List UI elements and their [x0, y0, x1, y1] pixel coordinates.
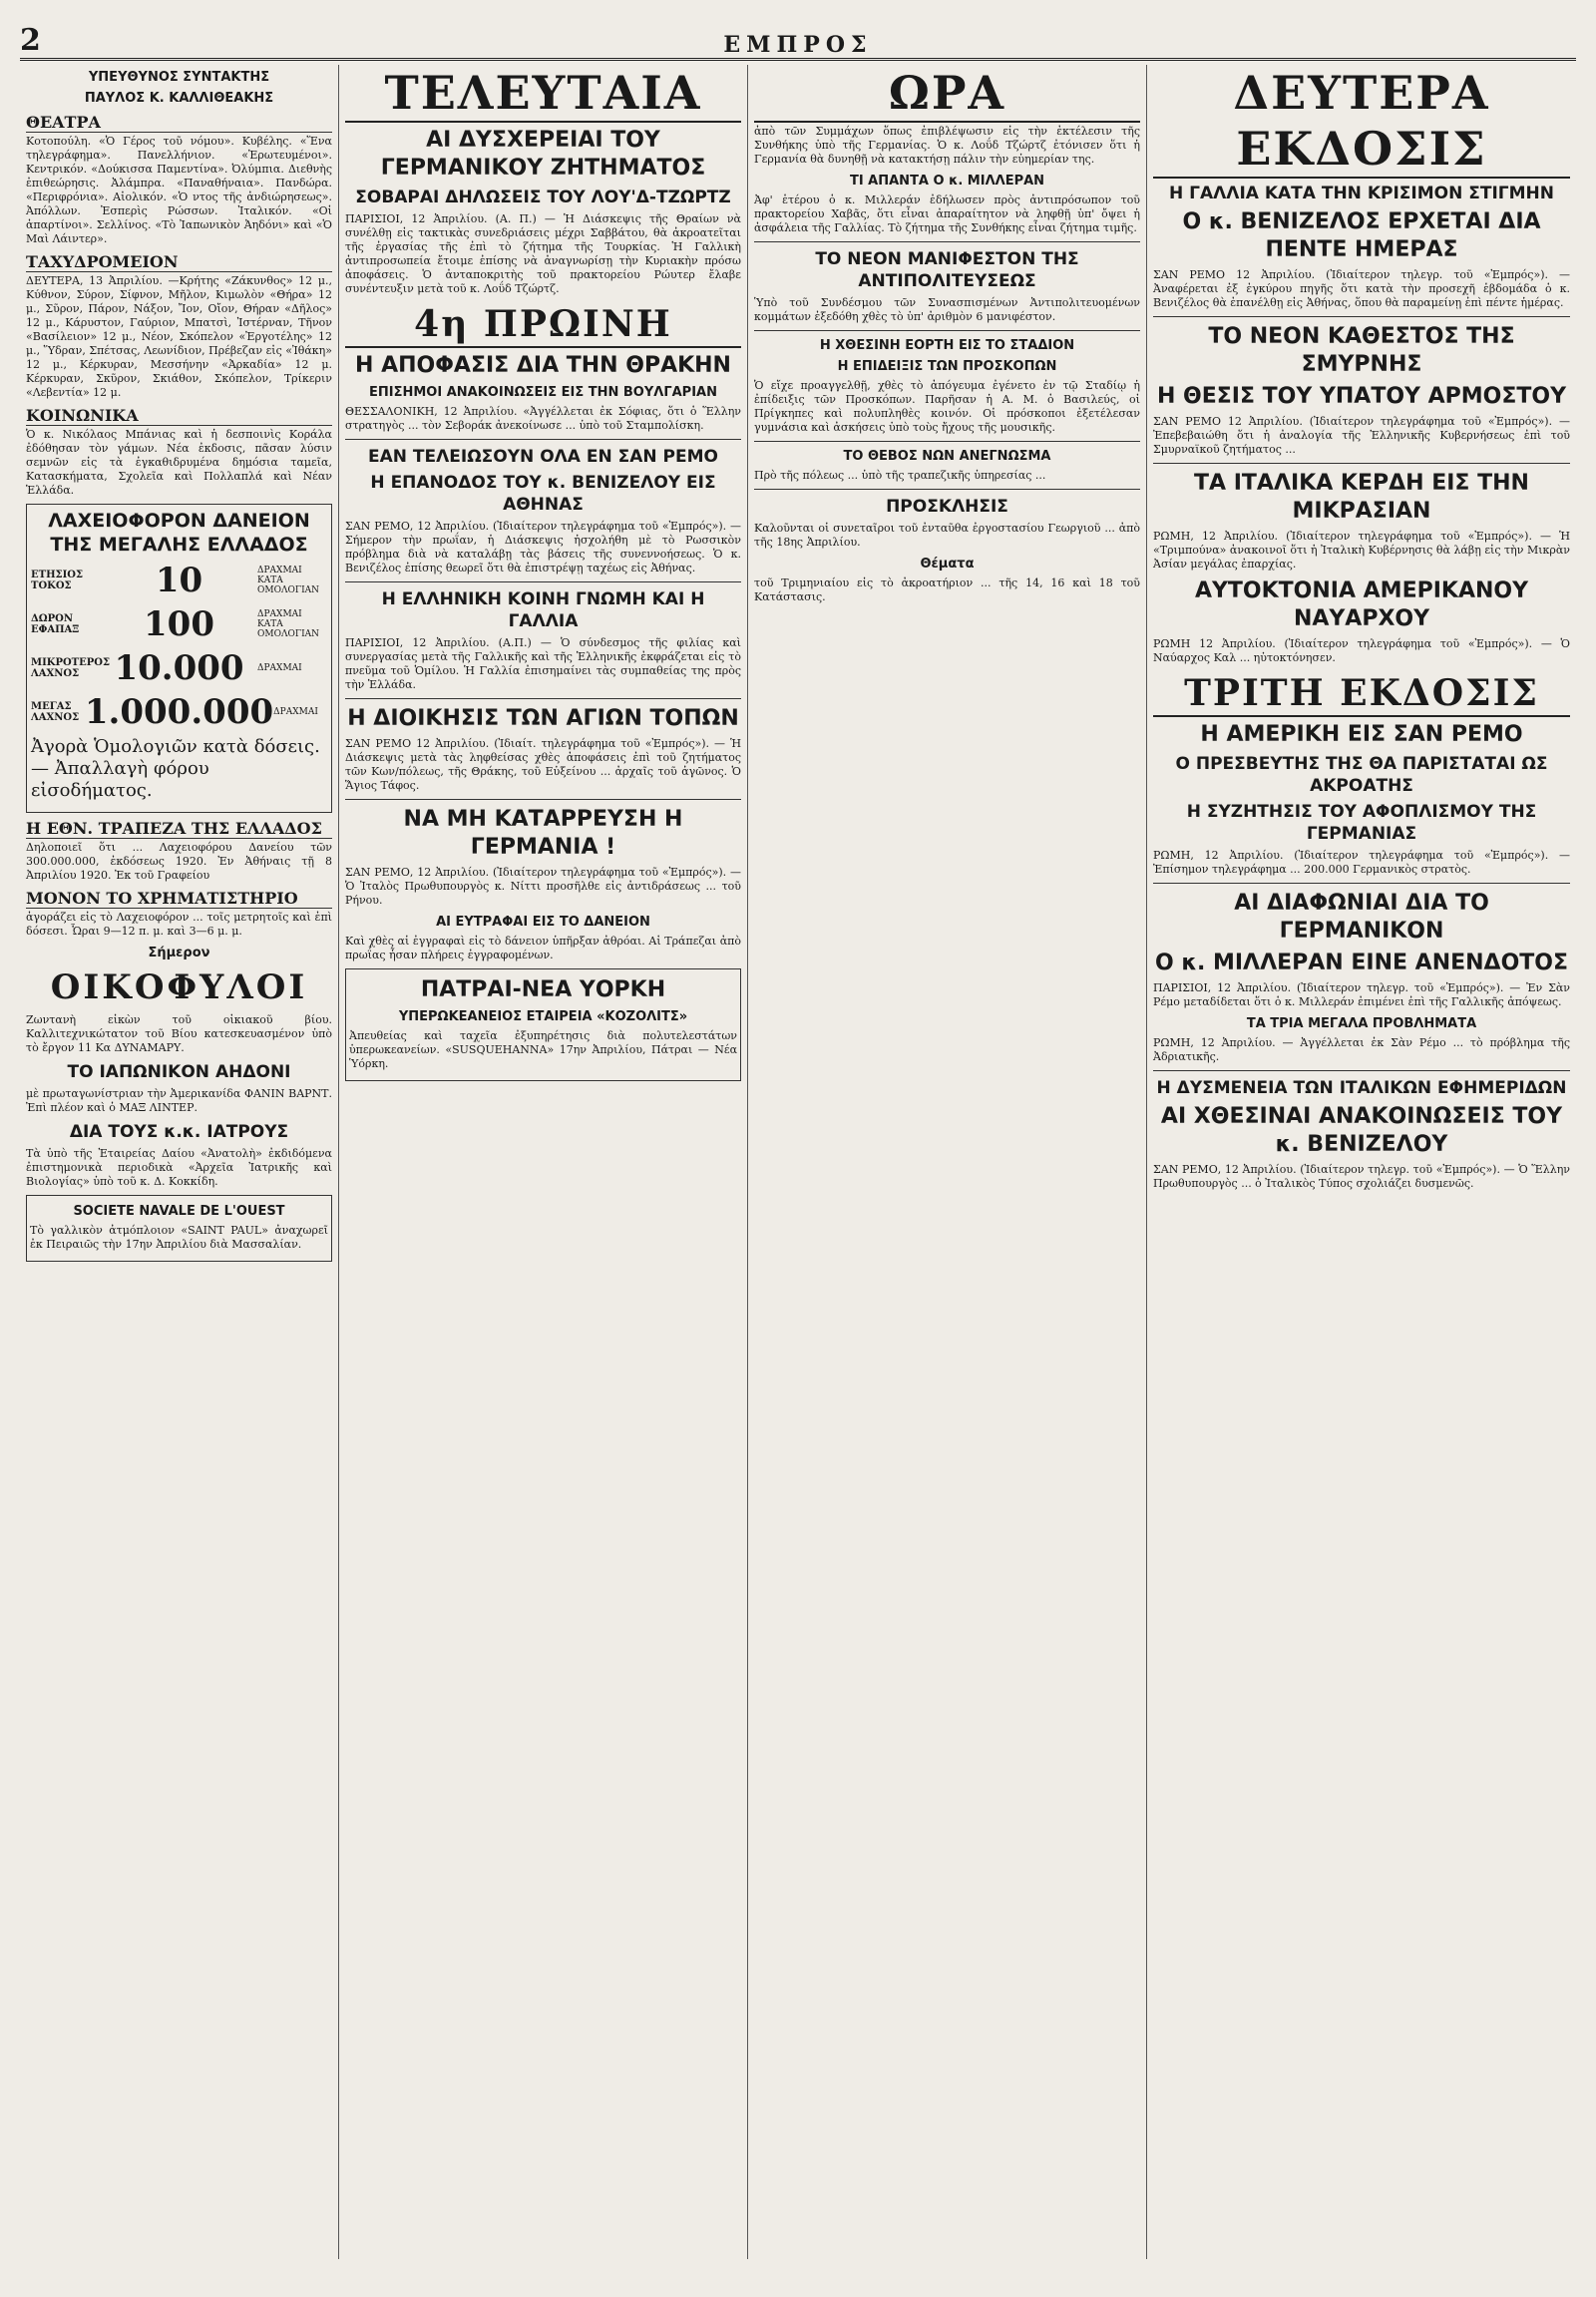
banner-teleutaia: ΤΕΛΕΥΤΑΙΑ [345, 65, 741, 123]
post-text: ΔΕΥΤΕΡΑ, 13 Ἀπριλίου. —Κρήτης «Ζάκυνθος» 12 μ., Κύθνον, Σύρον, Σίφνον, Μῆλον, Κιμωλὸν «Θήρα» 12 μ., Σῦρον, Πάρον, Νάξον, Ἴον, Οἴον, Θήραν «Δῆλος» 12 μ., Κάρυστον, Γαύριον, Μπατσὶ, Ἰστέρναν, Τῆνον «Βασίλειον» 12 μ., Νέον, Σκόπελον «Ἐργοτέλης» 12 μ., Ὕδραν, Σπέτσας, Λεωνίδιον, Πρέβεζαν εἰς «Ἰθάκη» 12 μ., Κέρκυραν, Μεσσήνην «Ἀρκαδία» 12 μ. Κέρκυραν, Σκῦρον, Σκιάθον, Σκόπελον, Τρίκεριν «Λεβεντία» 12 μ. [26, 274, 332, 399]
shipping-ad-text: Ἀπευθείας καὶ ταχεῖα ἐξυπηρέτησις διὰ πολυτελεστάτων ὑπερωκεανείων. «SUSQUEHANNA» 17ην Ἀπριλίου, Πάτραι — Νέα Ὑόρκη. [349, 1029, 737, 1070]
headline-holy-places: Η ΔΙΟΙΚΗΣΙΣ ΤΩΝ ΑΓΙΩΝ ΤΟΠΩΝ [347, 706, 739, 731]
exchange-heading: ΜΟΝΟΝ ΤΟ ΧΡΗΜΑΤΙΣΤΗΡΙΟ [26, 889, 332, 909]
masthead [20, 16, 1576, 61]
column-3 [748, 65, 1147, 2259]
headline-manifesto: ΤΟ ΝΕΟΝ ΜΑΝΙΦΕΣΤΟΝ ΤΗΣ ΑΝΤΙΠΟΛΙΤΕΥΣΕΩΣ [815, 249, 1079, 291]
subhead-bulgaria: ΕΠΙΣΗΜΟΙ ΑΝΑΚΟΙΝΩΣΕΙΣ ΕΙΣ ΤΗΝ ΒΟΥΛΓΑΡΙΑΝ [369, 385, 717, 400]
headline-italian-press: Η ΔΥΣΜΕΝΕΙΑ ΤΩΝ ΙΤΑΛΙΚΩΝ ΕΦΗΜΕΡΙΔΩΝ [1156, 1078, 1567, 1098]
columns [20, 65, 1576, 2259]
banner-second-edition: ΔΕΥΤΕΡΑ ΕΚΔΟΣΙΣ [1153, 65, 1570, 179]
navale-title: SOCIETE NAVALE DE L'OUEST [73, 1204, 285, 1219]
article-text: Ὑπὸ τοῦ Συνδέσμου τῶν Συνασπισμένων Ἀντιπολιτευομένων κομμάτων ἐξεδόθη χθὲς τὸ ὑπ' ἀριθμὸν 6 μανιφέστον. [754, 296, 1140, 323]
loan-row: ΜΕΓΑΣ ΛΑΧΝΟΣ 1.000.000 ΔΡΑΧΜΑΙ [31, 692, 318, 732]
editor-label: ΥΠΕΥΘΥΝΟΣ ΣΥΝΤΑΚΤΗΣ [88, 70, 270, 85]
article-text: Καλοῦνται οἱ συνεταῖροι τοῦ ἐνταῦθα ἐργοστασίου Γεωργιοῦ ... ἀπὸ τῆς 18ης Ἀπριλίου. [754, 522, 1140, 549]
article-text: ΣΑΝ ΡΕΜΟ 12 Ἀπριλίου. (Ἰδιαίτ. τηλεγράφημα τοῦ «Ἐμπρός»). — Ἡ Διάσκεψις μετὰ τὰς ληφθείσας χθὲς ἀποφάσεις ἐπὶ τοῦ ζητήματος τῶν Κων/πόλεως, τῆς Θράκης, τοῦ Εὐξείνου ... ἀρχαῖς τοῦ ἀγῶνος. Ὁ Ἅγιος Τάφος. [345, 737, 741, 792]
headline-germany-collapse: ΝΑ ΜΗ ΚΑΤΑΡΡΕΥΣΗ Η ΓΕΡΜΑΝΙΑ ! [403, 807, 683, 860]
article-text: ΣΑΝ ΡΕΜΟ 12 Ἀπριλίου. (Ἰδιαίτερον τηλεγράφημα τοῦ «Ἐμπρός»). — Ἐπεβεβαιώθη ὅτι ἡ ἀναλογία τῆς Ἑλληνικῆς Κυβερνήσεως ἐπὶ τοῦ Σμυρναϊκοῦ ζητήματος ... [1153, 415, 1570, 456]
banner-third-edition: ΤΡΙΤΗ ΕΚΔΟΣΙΣ [1153, 671, 1570, 717]
article-text: ΣΑΝ ΡΕΜΟ 12 Ἀπριλίου. (Ἰδιαίτερον τηλεγρ. τοῦ «Ἐμπρός»). — Ἀναφέρεται ἐξ ἐγκύρου πηγῆς ὅτι κατὰ τὴν προσεχῆ ἑβδομάδα ὁ κ. Βενιζέλος θὰ ἐπανέλθῃ εἰς Ἀθήνας, ὅπου θὰ παραμείνῃ ἐπὶ πέντε ἡμέρας. [1153, 268, 1570, 309]
shipping-ad-subtitle: ΥΠΕΡΩΚΕΑΝΕΙΟΣ ΕΤΑΙΡΕΙΑ «ΚΟΖΟΛΙΤΣ» [398, 1009, 688, 1024]
theatres-text: Κοτοπούλη. «Ὁ Γέρος τοῦ νόμου». Κυβέλης. «Ἕνα τηλεγράφημα». Πανελλήνιον. «Ἐρωτευμένοι». Κεντρικόν. «Δούκισσα Παμεντίνα». Ὀλύμπια. Διεθνὴς ἐπιθεώρησις. Ἀλάμπρα. «Παναθήναια». Πανδώρα. «Περιφρόνια». Αἰολικόν. «Ὁ ντος τῆς ἀνδιώρησεως». Ἀπόλλων. Ἐσπερὶς Ρώσσων. Ἰταλικόν. «Οἱ ἀπαρτίνοι». Σελλίνος. «Τὸ Ἰαπωνικὸν Ἀηδόνι» καὶ «Ὁ Μαὶ Λάιντερ». [26, 135, 332, 245]
headline-greek-opinion: Η ΕΛΛΗΝΙΚΗ ΚΟΙΝΗ ΓΝΩΜΗ ΚΑΙ Η ΓΑΛΛΙΑ [381, 589, 705, 631]
newspaper-page [20, 16, 1576, 2265]
page-number: 2 [20, 23, 41, 58]
subhead-venizelos-statements: ΑΙ ΧΘΕΣΙΝΑΙ ΑΝΑΚΟΙΝΩΣΕΙΣ ΤΟΥ κ. ΒΕΝΙΖΕΛΟΥ [1160, 1104, 1563, 1157]
social-heading: ΚΟΙΝΩΝΙΚΑ [26, 406, 332, 426]
navale-text: Τὸ γαλλικὸν ἀτμόπλοιον «SAINT PAUL» ἀναχωρεῖ ἐκ Πειραιῶς τὴν 17ην Ἀπριλίου διὰ Μασσαλίαν. [30, 1224, 328, 1251]
shipping-ad-title: ΠΑΤΡΑΙ-ΝΕΑ ΥΟΡΚΗ [420, 977, 666, 1002]
oikofiloi-title: ΟΙΚΟΦΥΛΟΙ [50, 967, 308, 1007]
banner-ora: ΩΡΑ [754, 65, 1140, 123]
article-text: ΣΑΝ ΡΕΜΟ, 12 Ἀπριλίου. (Ἰδιαίτερον τηλεγράφημα τοῦ «Ἐμπρός»). — Ὁ Ἰταλὸς Πρωθυπουργὸς κ. Νίττι προσῆλθε εἰς ἀντιδράσεως ... τοῦ Ρήνου. [345, 866, 741, 907]
article-text: Ὁ εἴχε προαγγελθῇ, χθὲς τὸ ἀπόγευμα ἐγένετο ἐν τῷ Σταδίῳ ἡ ἐπίδειξις τῶν Προσκόπων. Παρῆσαν ἡ Α. Μ. ὁ Βασιλεύς, οἱ Πρίγκηπες καὶ πολυπληθὲς κοινόν. Οἱ πρόσκοποι ἐξετέλεσαν γυμνάσια καὶ ἀσκήσεις ὑπὸ τοὺς ἤχους τῆς μουσικῆς. [754, 379, 1140, 434]
article-text: Πρὸ τῆς πόλεως ... ὑπὸ τῆς τραπεζικῆς ὑπηρεσίας ... [754, 469, 1046, 482]
doctors-text: Τὰ ὑπὸ τῆς Ἑταιρείας Δαίου «Ἀνατολὴ» ἐκδιδόμενα ἐπιστημονικὰ περιοδικὰ «Ἀρχεῖα Ἰατρικῆς καὶ Βιολογίας» ὑπὸ τοῦ κ. Δ. Κοκκίδη. [26, 1147, 332, 1188]
headline-invitation: ΠΡΟΣΚΛΗΣΙΣ [886, 497, 1008, 517]
headline-disagreements: ΑΙ ΔΙΑΦΩΝΙΑΙ ΔΙΑ ΤΟ ΓΕΡΜΑΝΙΚΟΝ [1234, 891, 1489, 944]
headline-stadium-feast: Η ΧΘΕΣΙΝΗ ΕΟΡΤΗ ΕΙΣ ΤΟ ΣΤΑΔΙΟΝ [819, 338, 1075, 353]
loan-ad-subtitle: ΤΗΣ ΜΕΓΑΛΗΣ ΕΛΛΑΔΟΣ [50, 534, 308, 556]
article-text: ἀπὸ τῶν Συμμάχων ὅπως ἐπιβλέψωσιν εἰς τὴν ἐκτέλεσιν τῆς Συνθήκης ὑπὸ τῆς Γερμανίας. Ὁ κ. Λοΰδ Τζώρτζ ἐτόνισεν ὅτι ἡ Γερμανία θὰ δυνηθῇ νὰ κατακτήσῃ πάλιν τὴν εὐημερίαν της. [754, 125, 1140, 166]
japanese-title: ΤΟ ΙΑΠΩΝΙΚΟΝ ΑΗΔΟΝΙ [67, 1062, 291, 1082]
newspaper-name: ΕΜΠΡΟΣ [723, 32, 873, 58]
headline-italian-gains: ΤΑ ΙΤΑΛΙΚΑ ΚΕΡΔΗ ΕΙΣ ΤΗΝ ΜΙΚΡΑΣΙΑΝ [1194, 471, 1529, 524]
tonight-label: Σήμερον [148, 946, 210, 960]
subhead-venizelos-comes: Ο κ. ΒΕΝΙΖΕΛΟΣ ΕΡΧΕΤΑΙ ΔΙΑ ΠΕΝΤΕ ΗΜΕΡΑΣ [1182, 209, 1541, 262]
article-text: ΠΑΡΙΣΙΟΙ, 12 Ἀπριλίου. (Α.Π.) — Ὁ σύνδεσμος τῆς φιλίας καὶ συνεργασίας μετὰ τῆς Γαλλικῆς καὶ τῆς Ἑλληνικῆς ἐκφράζεται εἰς τὸ πνεῦμα τοῦ Ὁμίλου. Ἡ Γαλλία ἐπισημαίνει τὰς συμπαθείας της πρὸς τὴν Ἑλλάδα. [345, 636, 741, 691]
article-text: ΡΩΜΗ, 12 Ἀπριλίου. (Ἰδιαίτερον τηλεγράφημα τοῦ «Ἐμπρός»). — Ἡ «Τριμπούνα» ἀνακοινοῖ ὅτι ἡ Ἰταλικὴ Κυβέρνησις θὰ λάβῃ εἰς τὴν Μικρὰν Ἀσίαν μεγάλας ἐπαρχίας. [1153, 530, 1570, 571]
subhead-high-commissioner: Η ΘΕΣΙΣ ΤΟΥ ΥΠΑΤΟΥ ΑΡΜΟΣΤΟΥ [1156, 384, 1567, 409]
japanese-text: μὲ πρωταγωνίστριαν τὴν Ἀμερικανίδα ΦΑΝΙΝ ΒΑΡΝΤ. Ἐπὶ πλέον καὶ ὁ ΜΑΞ ΛΙΝΤΕΡ. [26, 1087, 332, 1114]
subhead-venizelos-return: Η ΕΠΑΝΟΔΟΣ ΤΟΥ κ. ΒΕΝΙΖΕΛΟΥ ΕΙΣ ΑΘΗΝΑΣ [370, 473, 716, 515]
article-text: ΡΩΜΗ, 12 Ἀπριλίου. (Ἰδιαίτερον τηλεγράφημα τοῦ «Ἐμπρός»). — Ἐπίσημον τηλεγράφημα ... 200.000 Γερμανικὸς στρατὸς. [1153, 849, 1570, 876]
headline-smyrna: ΤΟ ΝΕΟΝ ΚΑΘΕΣΤΟΣ ΤΗΣ ΣΜΥΡΝΗΣ [1208, 324, 1515, 377]
subhead-disarmament: Η ΣΥΖΗΤΗΣΙΣ ΤΟΥ ΑΦΟΠΛΙΣΜΟΥ ΤΗΣ ΓΕΡΜΑΝΙΑΣ [1186, 802, 1537, 844]
column-2 [339, 65, 748, 2259]
loan-row: ΜΙΚΡΟΤΕΡΟΣ ΛΑΧΝΟΣ 10.000 ΔΡΑΧΜΑΙ [31, 648, 302, 688]
headline-themata: Θέματα [920, 557, 975, 572]
headline-san-remo: ΕΑΝ ΤΕΛΕΙΩΣΟΥΝ ΟΛΑ ΕΝ ΣΑΝ ΡΕΜΟ [368, 447, 718, 467]
article-text: Καὶ χθὲς αἱ ἐγγραφαὶ εἰς τὸ δάνειον ὑπῆρξαν ἀθρόαι. Αἱ Τράπεζαι ἀπὸ πρωΐας ἦσαν πλήρεις ἐγγραφομένων. [345, 935, 741, 961]
loan-ad-title: ΛΑΧΕΙΟΦΟΡΟΝ ΔΑΝΕΙΟΝ [48, 510, 310, 532]
exchange-text: ἀγοράζει εἰς τὸ Λαχειοφόρον ... τοῖς μετρητοῖς καὶ ἐπὶ δόσεσι. Ὧραι 9—12 π. μ. καὶ 3—6 μ. μ. [26, 911, 332, 938]
subhead-lloyd-george: ΣΟΒΑΡΑΙ ΔΗΛΩΣΕΙΣ ΤΟΥ ΛΟΥ'Δ-ΤΖΩΡΤΖ [355, 188, 731, 207]
editor-name: ΠΑΥΛΟΣ Κ. ΚΑΛΛΙΘΕΑΚΗΣ [84, 91, 274, 106]
headline-france: Η ΓΑΛΛΙΑ ΚΑΤΑ ΤΗΝ ΚΡΙΣΙΜΟΝ ΣΤΙΓΜΗΝ [1169, 184, 1554, 203]
post-heading: ΤΑΧΥΔΡΟΜΕΙΟΝ [26, 252, 332, 272]
headline-millerand: ΤΙ ΑΠΑΝΤΑ Ο κ. ΜΙΛΛΕΡΑΝ [849, 174, 1045, 189]
bank-text: Δηλοποιεῖ ὅτι ... Λαχειοφόρου Δανείου τῶν 300.000.000, ἐκδόσεως 1920. Ἐν Ἀθήναις τῇ 8 Ἀπριλίου 1920. Ἐκ τοῦ Γραφείου [26, 841, 332, 882]
oikofiloi-text: Ζωντανὴ εἰκὼν τοῦ οἰκιακοῦ βίου. Καλλιτεχνικώτατον τοῦ Βίου κατεσκευασμένον ὑπὸ τὸ ἔργον 11 Κα ΔΥΝΑΜΑΡΥ. [26, 1013, 332, 1054]
article-text: τοῦ Τριμηνιαίου εἰς τὸ ἀκροατήριον ... τῆς 14, 16 καὶ 18 τοῦ Κατάστασις. [754, 576, 1140, 603]
headline-loan-subscriptions: ΑΙ ΕΥΤΡΑΦΑΙ ΕΙΣ ΤΟ ΔΑΝΕΙΟΝ [436, 915, 650, 930]
article-text: ΠΑΡΙΣΙΟΙ, 12 Ἀπριλίου. (Ἰδιαίτερον τηλεγρ. τοῦ «Ἐμπρός»). — Ἐν Σὰν Ρέμο μεταδίδεται ὅτι ὁ κ. Μιλλεράν ἐπιμένει ἐπὶ τῆς Γαλλικῆς ἀπόψεως. [1153, 981, 1570, 1008]
headline-thrace: Η ΑΠΟΦΑΣΙΣ ΔΙΑ ΤΗΝ ΘΡΑΚΗΝ [355, 353, 731, 378]
article-text: ΣΑΝ ΡΕΜΟ, 12 Ἀπριλίου. (Ἰδιαίτερον τηλεγρ. τοῦ «Ἐμπρός»). — Ὁ Ἕλλην Πρωθυπουργὸς ... ὁ Ἰταλικὸς Τύπος σχολιάζει δυσμενῶς. [1153, 1163, 1570, 1190]
social-text: Ὁ κ. Νικόλαος Μπάνιας καὶ ἡ δεσποινὶς Κοράλα ἐδόθησαν τὸν γάμων. Νέα ἐκδοσις, πᾶσαν λύσιν σεμνῶν εἰς τὰ ἐγκαθιδρυμένα δημόσια ταμεῖα, Κατασκήματα, Σχολεῖα καὶ Πολλαπλά καὶ Νέαν Ἑλλάδα. [26, 428, 332, 497]
article-text: ΡΩΜΗ 12 Ἀπριλίου. (Ἰδιαίτερον τηλεγράφημα τοῦ «Ἐμπρός»). — Ὁ Ναύαρχος Καλ ... ηὐτοκτόνησεν. [1153, 637, 1570, 664]
loan-row: ΕΤΗΣΙΟΣ ΤΟΚΟΣ 10 ΔΡΑΧΜΑΙ ΚΑΤΑ ΟΜΟΛΟΓΙΑΝ [31, 561, 320, 600]
subhead-millerand-adamant: Ο κ. ΜΙΛΛΕΡΑΝ ΕΙΝΕ ΑΝΕΝΔΟΤΟΣ [1154, 951, 1569, 975]
subhead-scouts: Η ΕΠΙΔΕΙΞΙΣ ΤΩΝ ΠΡΟΣΚΟΠΩΝ [837, 359, 1057, 374]
article-text: Ἀφ' ἑτέρου ὁ κ. Μιλλεράν ἐδήλωσεν πρὸς ἀντιπρόσωπον τοῦ πρακτορείου Χαβᾶς, ὅτι εἶναι ἀπαραίτητον νὰ ληφθῇ ὑπ' ὄψει ἡ ἀσφάλεια τῆς Γαλλίας. Τὸ ζήτημα τῆς Συνθήκης εἶναι ζήτημα τιμῆς. [754, 193, 1140, 234]
column-1 [20, 65, 339, 2259]
article-text: ΘΕΣΣΑΛΟΝΙΚΗ, 12 Ἀπριλίου. «Ἀγγέλλεται ἐκ Σόφιας, ὅτι ὁ Ἕλλην στρατηγὸς ... τὸν Σεβοράκ ἀνεκοίνωσε ... ὑπὸ τοῦ Σταμπολίσκη. [345, 405, 741, 432]
banner-morning-edition: 4η ΠΡΩΙΝΗ [345, 302, 741, 348]
headline-america: Η ΑΜΕΡΙΚΗ ΕΙΣ ΣΑΝ ΡΕΜΟ [1200, 722, 1523, 747]
headline-admiral-suicide: ΑΥΤΟΚΤΟΝΙΑ ΑΜΕΡΙΚΑΝΟΥ ΝΑΥΑΡΧΟΥ [1194, 578, 1529, 631]
headline-german-question: ΑΙ ΔΥΣΧΕΡΕΙΑΙ ΤΟΥ ΓΕΡΜΑΝΙΚΟΥ ΖΗΤΗΜΑΤΟΣ [380, 128, 706, 181]
article-text: ΡΩΜΗ, 12 Ἀπριλίου. — Ἀγγέλλεται ἐκ Σὰν Ρέμο ... τὸ πρόβλημα τῆς Ἀδριατικῆς. [1153, 1036, 1570, 1063]
column-4 [1147, 65, 1576, 2259]
doctors-title: ΔΙΑ ΤΟΥΣ κ.κ. ΙΑΤΡΟΥΣ [69, 1122, 289, 1142]
subhead-ambassador: Ο ΠΡΕΣΒΕΥΤΗΣ ΤΗΣ ΘΑ ΠΑΡΙΣΤΑΤΑΙ ΩΣ ΑΚΡΟΑΤΗΣ [1175, 754, 1548, 796]
article-text: ΣΑΝ ΡΕΜΟ, 12 Ἀπριλίου. (Ἰδιαίτερον τηλεγράφημα τοῦ «Ἐμπρός»). — Σήμερον τὴν πρωΐαν, ἡ Διάσκεψις ἠσχολήθη μὲ τὸ Ρωσσικὸν πρόβλημα διὰ νὰ καταλάβῃ τὰς βάσεις τῆς συνεννοήσεως. Ὁ κ. Βενιζέλος ἐπίσης θεωρεῖ ὅτι θὰ ἐπιστρέψῃ ταχέως εἰς Ἀθήνας. [345, 520, 741, 574]
headline-three-problems: ΤΑ ΤΡΙΑ ΜΕΓΑΛΑ ΠΡΟΒΛΗΜΑΤΑ [1246, 1016, 1477, 1031]
loan-advertisement [26, 504, 332, 813]
article-text: ΠΑΡΙΣΙΟΙ, 12 Ἀπριλίου. (Α. Π.) — Ἡ Διάσκεψις τῆς Θραίων νὰ συνέλθῃ εἰς τακτικὰς συνεδριάσεις μέχρι Σαββάτου, θὰ ἀκροατεῖται τῆς ἐργασίας τῆς ἐπὶ τὸ ζήτημα τῆς Τουρκίας. Ἡ Γαλλικὴ ἀντιπροσωπεία ἔτοιμε ἐπίσης νὰ ἀναγνωρίσῃ τὴν Κυριακὴν πρόσω ἀποφάσεις. Ὁ ἀνταποκριτὴς τοῦ πρακτορείου Ρώυτερ ἔλαβε συνέντευξιν μετὰ τοῦ κ. Λοΰδ Τζώρτζ. [345, 212, 741, 295]
headline-reading: ΤΟ ΘΕΒΟΣ ΝΩΝ ΑΝΕΓΝΩΣΜΑ [843, 449, 1051, 464]
loan-row: ΔΩΡΟΝ ΕΦΑΠΑΞ 100 ΔΡΑΧΜΑΙ ΚΑΤΑ ΟΜΟΛΟΓΙΑΝ [31, 604, 320, 644]
loan-ad-footer: Ἀγορὰ Ὁμολογιῶν κατὰ δόσεις. — Ἀπαλλαγὴ φόρου εἰσοδήματος. [31, 736, 320, 801]
theatres-heading: ΘΕΑΤΡΑ [26, 113, 332, 133]
navale-ad [26, 1195, 332, 1262]
shipping-ad [345, 968, 741, 1081]
bank-heading: Η ΕΘΝ. ΤΡΑΠΕΖΑ ΤΗΣ ΕΛΛΑΔΟΣ [26, 819, 332, 839]
